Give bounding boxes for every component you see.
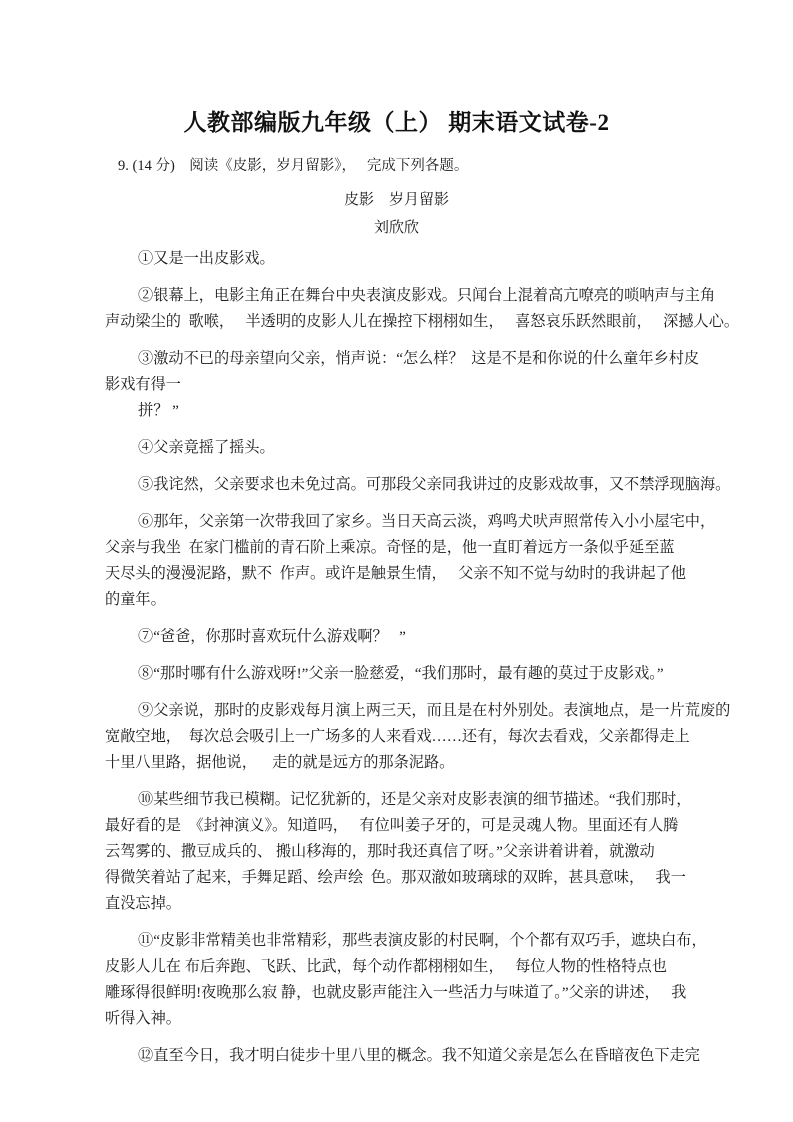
essay-line: 的童年。 <box>105 591 166 608</box>
essay-title: 皮影 岁月留影 <box>343 192 449 208</box>
essay-paragraph <box>105 928 707 1032</box>
essay-paragraph <box>105 661 685 687</box>
essay-line: ②银幕上，电影主角正在舞台中央表演皮影戏。只闻台上混着高亢嘹亮的唢呐声与主角 <box>138 287 716 304</box>
essay-paragraph <box>105 698 731 776</box>
essay-paragraph <box>105 435 685 461</box>
essay-paragraph <box>105 283 740 335</box>
essay-line: 天尽头的漫漫泥路，默不 作声。或许是触景生情， 父亲不知不觉与幼时的我讲起了他 <box>105 565 686 582</box>
essay-line: ⑪“皮影非常精美也非常精彩，那些表演皮影的村民啊，个个都有双巧手，遮块白布， <box>138 932 707 949</box>
page-title: 人教部编版九年级（上） 期末语文试卷-2 <box>183 110 610 135</box>
essay-line: ⑥那年，父亲第一次带我回了家乡。当日天高云淡，鸡鸣犬吠声照常传入小小屋宅中， <box>138 513 716 530</box>
essay-line: ⑨父亲说，那时的皮影戏每月演上两三天，而且是在村外别处。表演地点，是一片荒废的 <box>138 702 731 719</box>
essay-paragraph <box>105 346 700 424</box>
essay-line: 得微笑着站了起来，手舞足蹈、绘声绘 色。那双澈如玻璃球的双眸，甚具意味， 我一 <box>105 869 686 886</box>
essay-line: ③激动不已的母亲望向父亲，悄声说：“怎么样？ 这是不是和你说的什么童年乡村皮 <box>138 350 700 367</box>
essay-line: 宽敞空地， 每次总会吸引上一广场多的人来看戏……还有，每次去看戏，父亲都得走上 <box>105 728 690 745</box>
essay-line: 最好看的是 《封神演义》。知道吗， 有位叫姜子牙的，可是灵魂人物。里面还有人腾 <box>105 817 679 834</box>
essay-line: 云驾雾的、撒豆成兵的、 搬山移海的，那时我还真信了呀。”父亲讲着讲着，就激动 <box>105 843 655 860</box>
essay-line: 影戏有得一 <box>105 376 181 393</box>
essay-line: ⑤我诧然，父亲要求也未免过高。可那段父亲同我讲过的皮影戏故事，又不禁浮现脑海。 <box>138 476 731 493</box>
essay-line: ⑦“爸爸，你那时喜欢玩什么游戏啊？ ” <box>138 628 406 645</box>
essay-line: ⑩某些细节我已模糊。记忆犹新的，还是父亲对皮影表演的细节描述。“我们那时， <box>138 791 692 808</box>
essay-line: 声动梁尘的 歌喉， 半透明的皮影人儿在操控下栩栩如生， 喜怒哀乐跃然眼前， 深撼人心。 <box>105 313 740 330</box>
essay-line: 十里八里路，据他说， 走的就是远方的那条泥路。 <box>105 754 455 771</box>
essay-paragraph <box>105 624 685 650</box>
essay-line: 雕琢得很鲜明!夜晚那么寂 静，也就皮影声能注入一些活力与味道了。”父亲的讲述， 我 <box>105 984 687 1001</box>
essay-body <box>105 246 740 1080</box>
essay-line: 拼？ ” <box>138 402 179 419</box>
essay-line: 直没忘掉。 <box>105 895 181 912</box>
essay-line: ①又是一出皮影戏。 <box>138 250 275 267</box>
essay-paragraph <box>105 787 692 917</box>
essay-paragraph <box>105 509 716 613</box>
essay-line: ④父亲竟摇了摇头。 <box>138 439 275 456</box>
essay-line: ⑫直至今日，我才明白徒步十里八里的概念。我不知道父亲是怎么在昏暗夜色下走完 <box>138 1047 700 1064</box>
essay-paragraph <box>105 1043 700 1069</box>
essay-line: 父亲与我坐 在家门槛前的青石阶上乘凉。奇怪的是，他一直盯着远方一条似乎延至蓝 <box>105 539 675 556</box>
essay-paragraph <box>105 246 685 272</box>
essay-line: 听得入神。 <box>105 1010 181 1027</box>
essay-line: 皮影人儿在 布后奔跑、飞跃、比武，每个动作都栩栩如生， 每位人物的性格特点也 <box>105 958 667 975</box>
question-prompt: 9. (14 分) 阅读《皮影，岁月留影》， 完成下列各题。 <box>118 158 469 174</box>
essay-line: ⑧“那时哪有什么游戏呀!”父亲一脸慈爱，“我们那时，最有趣的莫过于皮影戏。” <box>138 665 664 682</box>
essay-author: 刘欣欣 <box>373 220 419 236</box>
essay-paragraph <box>105 472 731 498</box>
